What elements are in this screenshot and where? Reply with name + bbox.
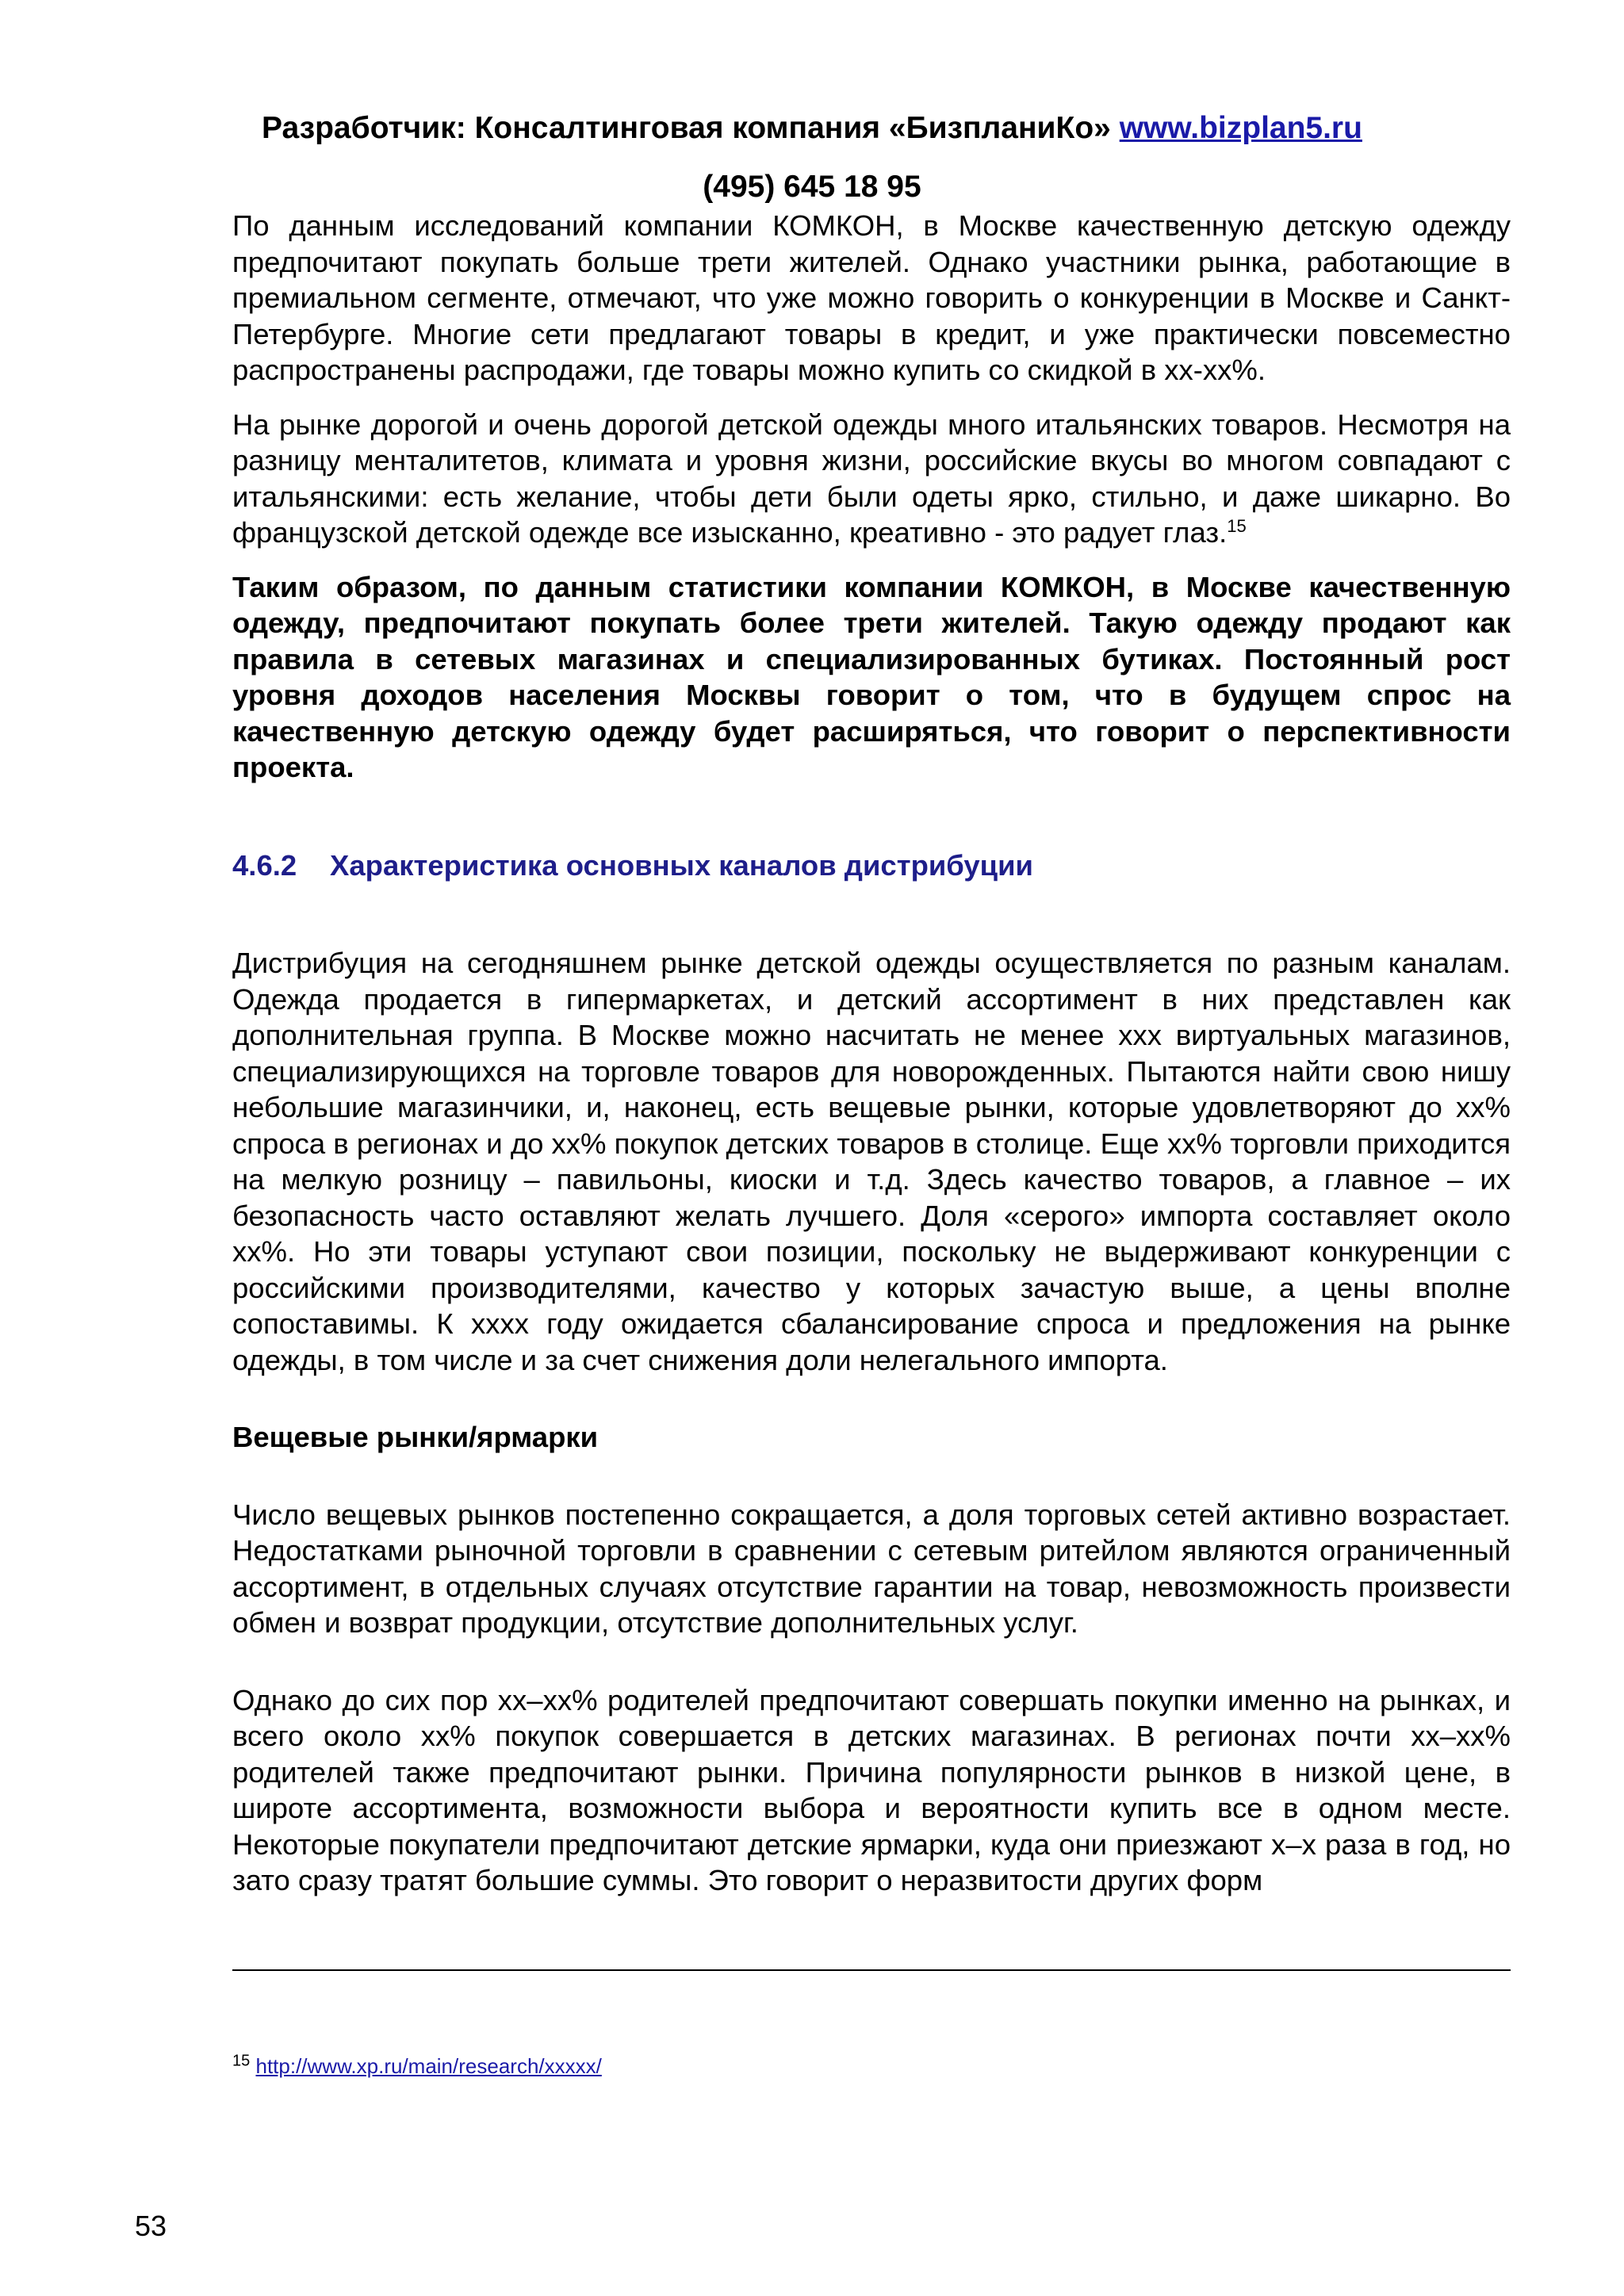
section-number: 4.6.2 xyxy=(232,848,297,882)
header-phone: (495) 645 18 95 xyxy=(703,170,921,204)
paragraph-6: Однако до сих пор хх–хх% родителей предпочитают совершать покупки именно на рынках, и всего около хх% покупок совершается в детских магазинах. В регионах почти хх–хх% родителей также предпочитают рынки. Причина популярности рынков в низкой цене, в широте ассортимента, возможности выбора и вероятности купить все в одном месте. Некоторые покупатели предпочитают детские ярмарки, куда они приезжают х–х раза в год, но зато сразу тратят большие суммы. Это говорит о неразвитости других форм xyxy=(232,1683,1511,1896)
section-title: Характеристика основных каналов дистрибуции xyxy=(330,848,1033,882)
paragraph-2-text: На рынке дорогой и очень дорогой детской одежды много итальянских товаров. Несмотря на разницу менталитетов, климата и уровня жизни, российские вкусы во многом совпадают с итальянскими: есть желание, чтобы дети были одеты ярко, стильно, и даже шикарно. Во французской детской одежде все изысканно, креативно - это радует глаз. xyxy=(232,408,1511,549)
header-developer-line xyxy=(0,109,1624,147)
section-heading xyxy=(232,848,1511,884)
footnote-divider xyxy=(232,1969,1511,1971)
page-number: 53 xyxy=(135,2210,167,2242)
website-link[interactable]: www.bizplan5.ru xyxy=(1119,111,1362,145)
paragraph-2 xyxy=(232,407,1511,551)
footnote-link[interactable]: http://www.xp.ru/main/research/xxxxx/ xyxy=(255,2054,602,2078)
document-body xyxy=(232,208,1511,1899)
paragraph-5: Число вещевых рынков постепенно сокращается, а доля торговых сетей активно возрастает. Недостатками рыночной торговли в сравнении с сетевым ритейлом являются ограниченный ассортимент, в отдельных случаях отсутствие гарантии на товар, невозможность произвести обмен и возврат продукции, отсутствие дополнительных услуг. xyxy=(232,1498,1511,1639)
page-header xyxy=(0,109,1624,206)
developer-text: Разработчик: Консалтинговая компания «БизпланиКо» xyxy=(262,111,1111,145)
paragraph-4: Дистрибуция на сегодняшнем рынке детской одежды осуществляется по разным каналам. Одежда продается в гипермаркетах, и детский ассортимент в них представлен как дополнительная группа. В Москве можно насчитать не менее ххх виртуальных магазинов, специализирующихся на торговле товаров для новорожденных. Пытаются найти свою нишу небольшие магазинчики, и, наконец, есть вещевые рынки, которые удовлетворяют до хх% спроса в регионах и до хх% покупок детских товаров в столице. Еще хх% торговли приходится на мелкую розницу – павильоны, киоски и т.д. Здесь качество товаров, а главное – их безопасность часто оставляют желать лучшего. Доля «серого» импорта составляет около хх%. Но эти товары уступают свои позиции, поскольку не выдерживают конкуренции с российскими производителями, качество у которых зачастую выше, а цены вполне сопоставимы. К хххх году ожидается сбалансирование спроса и предложения на рынке одежды, в том числе и за счет снижения доли нелегального импорта. xyxy=(232,947,1511,1376)
footnote xyxy=(232,2053,602,2079)
footnote-number: 15 xyxy=(232,2052,251,2070)
subheading: Вещевые рынки/ярмарки xyxy=(232,1421,599,1453)
footnote-ref-15[interactable]: 15 xyxy=(1227,515,1247,536)
paragraph-1: По данным исследований компании КОМКОН, в Москве качественную детскую одежду предпочитают покупать больше трети жителей. Однако участники рынка, работающие в премиальном сегменте, отмечают, что уже можно говорить о конкуренции в Москве и Санкт-Петербурге. Многие сети предлагают товары в кредит, и уже практически повсеместно распространены распродажи, где товары можно купить со скидкой в хх-хх%. xyxy=(232,209,1511,386)
paragraph-conclusion: Таким образом, по данным статистики компании КОМКОН, в Москве качественную одежду, предпочитают покупать более трети жителей. Такую одежду продают как правила в сетевых магазинах и специализированных бутиках. Постоянный рост уровня доходов населения Москвы говорит о том, что в будущем спрос на качественную детскую одежду будет расширяться, что говорит о перспективности проекта. xyxy=(232,570,1511,783)
